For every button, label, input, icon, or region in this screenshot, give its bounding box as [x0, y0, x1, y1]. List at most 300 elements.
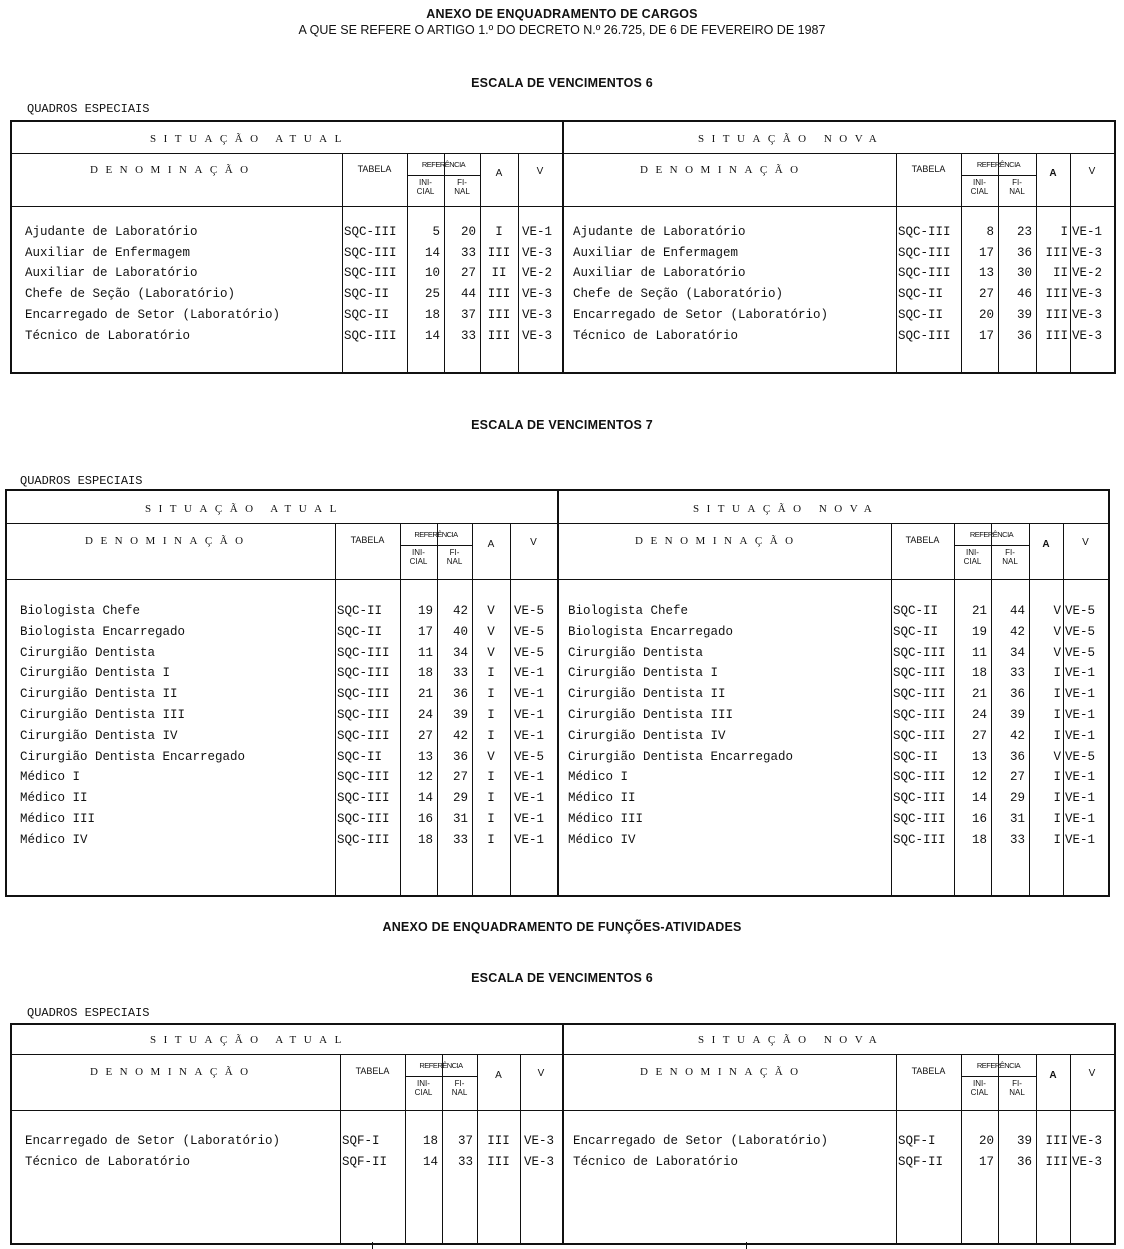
- section-2-table: [5, 489, 1110, 897]
- document-title: ANEXO DE ENQUADRAMENTO DE CARGOS: [426, 7, 698, 21]
- nova-header-tabela: TABELA: [911, 163, 946, 174]
- atual-header-tabela: TABELA: [357, 163, 392, 174]
- table-cell-nova-tabela: SQC-II: [893, 624, 939, 639]
- table-cell-atual-tabela: SQC-III: [337, 708, 390, 722]
- table-cell-nova-a: I: [1053, 708, 1061, 722]
- section-2-quadros-label: QUADROS ESPECIAIS: [20, 474, 143, 488]
- table-cell-nova-v: VE-1: [1065, 832, 1096, 847]
- table-cell-atual-inicial: 12: [417, 770, 433, 785]
- table-cell-nova-denominacao: Médico I: [568, 770, 629, 785]
- table-cell-nova-v: VE-3: [1072, 245, 1103, 260]
- table-cell-atual-denominacao: Técnico de Laboratório: [25, 1155, 191, 1169]
- table-cell-nova-denominacao: Encarregado de Setor (Laboratório): [573, 1134, 829, 1148]
- table-cell-nova-final: 34: [1009, 645, 1025, 660]
- table-cell-atual-v: VE-1: [514, 708, 545, 722]
- table-cell-nova-a: V: [1053, 624, 1061, 639]
- nova-header-denominacao: DENOMINAÇÃO: [640, 163, 806, 176]
- header-bottom-line: [12, 1110, 1114, 1111]
- table-cell-atual-final: 33: [460, 245, 476, 260]
- table-cell-atual-inicial: 13: [417, 749, 433, 764]
- atual-header-a: A: [495, 1070, 502, 1081]
- table-cell-atual-denominacao: Cirurgião Dentista I: [20, 666, 171, 681]
- table-cell-atual-v: VE-1: [514, 791, 545, 806]
- table-cell-atual-denominacao: Encarregado de Setor (Laboratório): [25, 307, 281, 322]
- atual-header-denominacao: DENOMINAÇÃO: [90, 163, 256, 176]
- table-cell-nova-inicial: 19: [971, 624, 987, 639]
- table-cell-nova-a: V: [1053, 749, 1061, 764]
- table-cell-atual-tabela: SQC-III: [337, 770, 390, 785]
- table-cell-nova-a: I: [1053, 666, 1061, 681]
- table-cell-nova-inicial: 16: [971, 812, 987, 826]
- table-cell-atual-v: VE-5: [514, 604, 545, 618]
- table-cell-atual-tabela: SQC-III: [344, 245, 397, 260]
- column-divider: [896, 1054, 897, 1243]
- table-cell-nova-final: 23: [1016, 225, 1032, 239]
- table-cell-nova-a: III: [1045, 287, 1068, 302]
- table-cell-atual-inicial: 16: [417, 812, 433, 826]
- table-cell-nova-a: I: [1053, 728, 1061, 743]
- table-cell-nova-tabela: SQC-III: [898, 328, 951, 343]
- table-cell-nova-v: VE-3: [1072, 1134, 1103, 1148]
- nova-header-v: V: [1088, 1068, 1096, 1079]
- table-cell-atual-v: VE-3: [524, 1155, 555, 1169]
- table-cell-atual-denominacao: Cirurgião Dentista III: [20, 708, 186, 722]
- table-cell-atual-tabela: SQF-II: [342, 1155, 388, 1169]
- table-cell-atual-tabela: SQC-III: [344, 225, 397, 239]
- table-cell-atual-final: 27: [460, 266, 476, 281]
- table-cell-atual-tabela: SQC-III: [337, 791, 390, 806]
- table-cell-nova-tabela: SQC-II: [893, 604, 939, 618]
- table-cell-nova-inicial: 14: [971, 791, 987, 806]
- table-cell-atual-v: VE-1: [514, 728, 545, 743]
- column-divider: [340, 1054, 341, 1243]
- table-cell-nova-tabela: SQC-II: [898, 287, 944, 302]
- table-cell-nova-a: I: [1053, 791, 1061, 806]
- atual-header-tabela: TABELA: [355, 1066, 390, 1076]
- atual-header-a: A: [495, 167, 503, 179]
- table-cell-nova-final: 31: [1009, 812, 1025, 826]
- table-cell-atual-denominacao: Médico II: [20, 791, 88, 806]
- table-cell-nova-final: 39: [1016, 1134, 1032, 1148]
- column-divider: [1036, 1054, 1037, 1243]
- nova-header-v: V: [1082, 537, 1089, 548]
- margin-tick: [372, 1242, 373, 1249]
- table-cell-nova-denominacao: Cirurgião Dentista IV: [568, 728, 726, 743]
- table-cell-nova-a: I: [1053, 812, 1061, 826]
- atual-header-referencia: REFERÊNCIA: [414, 530, 458, 539]
- table-cell-atual-inicial: 25: [424, 287, 440, 302]
- table-cell-nova-tabela: SQC-III: [893, 728, 946, 743]
- table-cell-atual-final: 33: [460, 328, 476, 343]
- table-cell-atual-inicial: 27: [417, 728, 433, 743]
- table-cell-atual-a: III: [487, 245, 511, 260]
- nova-header-referencia: REFERÊNCIA: [976, 160, 1021, 169]
- nova-header-final: FI- NAL: [1009, 178, 1025, 196]
- table-cell-atual-a: III: [487, 307, 511, 322]
- table-cell-atual-final: 27: [452, 770, 468, 785]
- table-cell-atual-final: 33: [452, 832, 468, 847]
- table-cell-nova-inicial: 21: [971, 687, 987, 702]
- table-cell-atual-final: 29: [452, 791, 468, 806]
- table-cell-nova-a: III: [1045, 245, 1068, 260]
- table-cell-nova-inicial: 13: [978, 266, 994, 281]
- table-cell-nova-tabela: SQC-III: [893, 832, 946, 847]
- table-cell-nova-inicial: 8: [986, 225, 994, 239]
- table-cell-nova-v: VE-1: [1065, 708, 1096, 722]
- table-cell-nova-inicial: 11: [971, 645, 987, 660]
- annex-2-title: ANEXO DE ENQUADRAMENTO DE FUNÇÕES-ATIVIDADES: [382, 920, 742, 934]
- table-cell-nova-denominacao: Técnico de Laboratório: [573, 1155, 739, 1169]
- table-cell-atual-a: I: [487, 666, 495, 681]
- table-cell-atual-v: VE-3: [522, 287, 553, 302]
- header-divider: [7, 523, 1108, 524]
- table-cell-atual-a: I: [495, 225, 503, 239]
- table-cell-nova-tabela: SQC-III: [893, 666, 946, 681]
- section-3-quadros-label: QUADROS ESPECIAIS: [27, 1006, 150, 1020]
- table-cell-atual-inicial: 18: [422, 1134, 438, 1148]
- table-cell-nova-inicial: 27: [971, 728, 987, 743]
- header-situacao-nova: SITUAÇÃO NOVA: [693, 503, 880, 515]
- table-cell-atual-tabela: SQC-III: [337, 812, 390, 826]
- table-cell-nova-v: VE-1: [1072, 225, 1103, 239]
- table-cell-nova-v: VE-5: [1065, 749, 1096, 764]
- table-center-divider: [557, 491, 559, 895]
- table-cell-atual-inicial: 21: [417, 687, 433, 702]
- column-divider: [342, 153, 343, 372]
- table-cell-atual-v: VE-1: [514, 666, 545, 681]
- table-cell-nova-final: 42: [1009, 728, 1025, 743]
- table-cell-nova-denominacao: Biologista Encarregado: [568, 624, 734, 639]
- table-cell-atual-a: V: [487, 645, 495, 660]
- table-cell-atual-inicial: 14: [422, 1155, 438, 1169]
- nova-header-inicial: INI- CIAL: [970, 178, 989, 196]
- nova-header-final: FI- NAL: [1002, 548, 1018, 566]
- table-center-divider: [562, 122, 564, 372]
- table-cell-atual-denominacao: Auxiliar de Enfermagem: [25, 245, 191, 260]
- table-cell-nova-v: VE-3: [1072, 1155, 1103, 1169]
- table-cell-nova-a: V: [1053, 604, 1061, 618]
- table-cell-atual-inicial: 11: [417, 645, 433, 660]
- table-cell-nova-tabela: SQC-II: [893, 749, 939, 764]
- column-divider: [520, 1054, 521, 1243]
- table-cell-nova-denominacao: Auxiliar de Enfermagem: [573, 245, 739, 260]
- table-cell-atual-denominacao: Médico IV: [20, 832, 88, 847]
- table-cell-atual-tabela: SQC-II: [337, 749, 383, 764]
- table-cell-atual-final: 36: [452, 749, 468, 764]
- table-cell-atual-a: I: [487, 791, 495, 806]
- table-cell-atual-inicial: 19: [417, 604, 433, 618]
- table-cell-atual-a: I: [487, 832, 495, 847]
- table-cell-nova-tabela: SQC-III: [893, 708, 946, 722]
- table-cell-atual-denominacao: Cirurgião Dentista IV: [20, 728, 178, 743]
- table-cell-atual-denominacao: Biologista Chefe: [20, 604, 141, 618]
- table-cell-nova-inicial: 12: [971, 770, 987, 785]
- table-cell-nova-v: VE-5: [1065, 624, 1096, 639]
- header-situacao-atual: SITUAÇÃO ATUAL: [145, 503, 344, 515]
- table-cell-atual-v: VE-3: [522, 328, 553, 343]
- table-cell-atual-inicial: 17: [417, 624, 433, 639]
- table-cell-nova-tabela: SQC-III: [893, 645, 946, 660]
- table-cell-atual-denominacao: Encarregado de Setor (Laboratório): [25, 1134, 281, 1148]
- header-divider: [12, 1054, 1114, 1055]
- table-cell-nova-inicial: 20: [978, 1134, 994, 1148]
- table-cell-atual-denominacao: Ajudante de Laboratório: [25, 225, 198, 239]
- table-cell-nova-final: 36: [1009, 687, 1025, 702]
- table-cell-nova-v: VE-1: [1065, 728, 1096, 743]
- atual-header-final: FI- NAL: [446, 548, 463, 566]
- table-cell-atual-tabela: SQC-II: [337, 604, 383, 618]
- header-situacao-atual: SITUAÇÃO ATUAL: [150, 133, 349, 145]
- atual-header-v: V: [536, 165, 544, 177]
- column-divider: [518, 153, 519, 372]
- table-cell-atual-final: 31: [452, 812, 468, 826]
- table-cell-nova-inicial: 18: [971, 832, 987, 847]
- table-cell-nova-v: VE-3: [1072, 307, 1103, 322]
- table-cell-nova-final: 33: [1009, 666, 1025, 681]
- table-cell-nova-tabela: SQC-III: [893, 791, 946, 806]
- table-cell-atual-denominacao: Biologista Encarregado: [20, 624, 186, 639]
- referencia-divider: [400, 545, 472, 546]
- atual-header-a: A: [487, 539, 495, 550]
- atual-header-tabela: TABELA: [350, 535, 385, 545]
- table-cell-atual-v: VE-1: [514, 812, 545, 826]
- table-cell-nova-inicial: 17: [978, 328, 994, 343]
- atual-header-referencia: REFERÊNCIA: [419, 1061, 463, 1070]
- table-cell-atual-inicial: 18: [417, 832, 433, 847]
- table-cell-atual-a: I: [487, 708, 495, 722]
- nova-header-a: A: [1042, 539, 1050, 550]
- table-cell-nova-a: II: [1052, 266, 1068, 281]
- section-1-quadros-label: QUADROS ESPECIAIS: [27, 102, 150, 116]
- table-cell-atual-a: I: [487, 687, 495, 702]
- section-3-title: ESCALA DE VENCIMENTOS 6: [471, 971, 653, 985]
- table-cell-atual-v: VE-1: [514, 687, 545, 702]
- table-cell-nova-a: V: [1053, 645, 1061, 660]
- table-cell-atual-tabela: SQF-I: [342, 1134, 380, 1148]
- table-cell-atual-final: 36: [452, 687, 468, 702]
- table-cell-nova-tabela: SQC-III: [893, 770, 946, 785]
- table-cell-atual-final: 39: [452, 708, 468, 722]
- table-cell-nova-tabela: SQC-III: [898, 225, 951, 239]
- table-cell-atual-denominacao: Cirurgião Dentista Encarregado: [20, 749, 246, 764]
- table-cell-nova-a: III: [1045, 1134, 1068, 1148]
- table-cell-nova-a: I: [1060, 225, 1068, 239]
- atual-header-inicial: INI- CIAL: [414, 1079, 433, 1097]
- table-cell-atual-final: 44: [460, 287, 476, 302]
- table-cell-nova-v: VE-2: [1072, 266, 1103, 281]
- nova-header-inicial: INI- CIAL: [970, 1079, 989, 1097]
- table-cell-nova-denominacao: Cirurgião Dentista II: [568, 687, 726, 702]
- header-situacao-nova: SITUAÇÃO NOVA: [698, 1034, 885, 1046]
- table-cell-nova-v: VE-3: [1072, 287, 1103, 302]
- table-cell-atual-denominacao: Chefe de Seção (Laboratório): [25, 287, 236, 302]
- table-cell-nova-tabela: SQC-III: [893, 687, 946, 702]
- table-cell-atual-v: VE-3: [524, 1134, 555, 1148]
- table-cell-atual-tabela: SQC-III: [337, 645, 390, 660]
- table-cell-atual-tabela: SQC-II: [337, 624, 383, 639]
- nova-header-denominacao: DENOMINAÇÃO: [640, 1066, 806, 1078]
- referencia-divider: [961, 175, 1036, 176]
- nova-header-a: A: [1049, 167, 1057, 179]
- table-cell-nova-v: VE-3: [1072, 328, 1103, 343]
- table-cell-nova-final: 42: [1009, 624, 1025, 639]
- table-cell-atual-inicial: 10: [424, 266, 440, 281]
- table-cell-atual-tabela: SQC-II: [344, 287, 390, 302]
- header-bottom-line: [12, 206, 1114, 207]
- referencia-divider: [405, 1076, 477, 1077]
- table-cell-atual-denominacao: Auxiliar de Laboratório: [25, 266, 198, 281]
- table-cell-nova-tabela: SQF-I: [898, 1134, 936, 1148]
- table-cell-nova-denominacao: Cirurgião Dentista I: [568, 666, 719, 681]
- table-cell-atual-final: 33: [457, 1155, 473, 1169]
- table-cell-atual-a: II: [491, 266, 507, 281]
- table-cell-nova-denominacao: Médico IV: [568, 832, 636, 847]
- table-cell-atual-a: I: [487, 728, 495, 743]
- table-cell-nova-tabela: SQC-III: [898, 245, 951, 260]
- header-situacao-nova: SITUAÇÃO NOVA: [698, 133, 885, 145]
- table-cell-nova-a: I: [1053, 770, 1061, 785]
- nova-header-v: V: [1088, 165, 1096, 177]
- table-cell-atual-a: V: [487, 624, 495, 639]
- section-3-table: [10, 1023, 1116, 1245]
- column-divider: [896, 153, 897, 372]
- table-cell-atual-denominacao: Cirurgião Dentista: [20, 645, 156, 660]
- header-bottom-line: [7, 579, 1108, 580]
- table-cell-nova-denominacao: Cirurgião Dentista: [568, 645, 704, 660]
- table-cell-nova-inicial: 21: [971, 604, 987, 618]
- atual-header-v: V: [530, 537, 537, 548]
- table-cell-nova-v: VE-1: [1065, 791, 1096, 806]
- table-cell-nova-denominacao: Ajudante de Laboratório: [573, 225, 746, 239]
- nova-header-a: A: [1049, 1070, 1057, 1081]
- nova-header-final: FI- NAL: [1009, 1079, 1025, 1097]
- atual-header-denominacao: DENOMINAÇÃO: [90, 1066, 256, 1078]
- table-cell-nova-final: 27: [1009, 770, 1025, 785]
- document-subtitle: A QUE SE REFERE O ARTIGO 1.º DO DECRETO N.º 26.725, DE 6 DE FEVEREIRO DE 1987: [298, 23, 826, 37]
- nova-header-inicial: INI- CIAL: [963, 548, 982, 566]
- table-cell-nova-inicial: 17: [978, 245, 994, 260]
- table-cell-atual-inicial: 14: [424, 245, 440, 260]
- nova-header-referencia: REFERÊNCIA: [969, 530, 1014, 539]
- table-cell-nova-final: 39: [1016, 307, 1032, 322]
- table-cell-nova-a: III: [1045, 307, 1068, 322]
- table-cell-nova-final: 44: [1009, 604, 1025, 618]
- table-cell-atual-tabela: SQC-II: [344, 307, 390, 322]
- atual-header-v: V: [537, 1068, 545, 1079]
- table-cell-atual-tabela: SQC-III: [337, 728, 390, 743]
- table-cell-atual-tabela: SQC-III: [337, 666, 390, 681]
- table-cell-atual-v: VE-2: [522, 266, 553, 281]
- header-divider: [12, 153, 1114, 154]
- table-cell-nova-a: I: [1053, 832, 1061, 847]
- nova-header-tabela: TABELA: [911, 1066, 946, 1076]
- table-cell-atual-inicial: 14: [417, 791, 433, 806]
- table-cell-nova-a: III: [1045, 328, 1068, 343]
- table-cell-atual-final: 34: [452, 645, 468, 660]
- table-cell-atual-a: III: [487, 1134, 510, 1148]
- table-cell-atual-final: 20: [460, 225, 476, 239]
- table-cell-atual-final: 33: [452, 666, 468, 681]
- column-divider: [1070, 1054, 1071, 1243]
- table-cell-nova-denominacao: Cirurgião Dentista Encarregado: [568, 749, 794, 764]
- table-cell-nova-v: VE-5: [1065, 645, 1096, 660]
- column-divider: [1070, 153, 1071, 372]
- atual-header-final: FI- NAL: [454, 178, 470, 196]
- column-divider: [477, 1054, 478, 1243]
- table-cell-atual-inicial: 24: [417, 708, 433, 722]
- atual-header-final: FI- NAL: [451, 1079, 468, 1097]
- section-2-title: ESCALA DE VENCIMENTOS 7: [471, 418, 653, 432]
- table-cell-nova-inicial: 24: [971, 708, 987, 722]
- table-center-divider: [562, 1025, 564, 1243]
- table-cell-atual-tabela: SQC-III: [344, 266, 397, 281]
- table-cell-nova-a: I: [1053, 687, 1061, 702]
- table-cell-nova-denominacao: Chefe de Seção (Laboratório): [573, 287, 784, 302]
- table-cell-nova-denominacao: Auxiliar de Laboratório: [573, 266, 746, 281]
- table-cell-atual-denominacao: Técnico de Laboratório: [25, 328, 191, 343]
- table-cell-nova-final: 33: [1009, 832, 1025, 847]
- table-cell-atual-a: III: [487, 287, 511, 302]
- atual-header-referencia: REFERÊNCIA: [421, 160, 466, 169]
- table-cell-atual-v: VE-5: [514, 749, 545, 764]
- table-cell-atual-tabela: SQC-III: [344, 328, 397, 343]
- nova-header-tabela: TABELA: [905, 535, 940, 545]
- table-cell-nova-inicial: 13: [971, 749, 987, 764]
- table-cell-atual-v: VE-3: [522, 307, 553, 322]
- table-cell-atual-denominacao: Médico III: [20, 812, 96, 826]
- table-cell-atual-final: 40: [452, 624, 468, 639]
- table-cell-nova-v: VE-1: [1065, 812, 1096, 826]
- header-situacao-atual: SITUAÇÃO ATUAL: [150, 1034, 349, 1046]
- table-cell-nova-inicial: 20: [978, 307, 994, 322]
- atual-header-inicial: INI- CIAL: [409, 548, 428, 566]
- table-cell-atual-final: 37: [457, 1134, 473, 1148]
- table-cell-atual-v: VE-1: [522, 225, 553, 239]
- table-cell-nova-inicial: 18: [971, 666, 987, 681]
- table-cell-atual-a: I: [487, 770, 495, 785]
- table-cell-nova-v: VE-1: [1065, 687, 1096, 702]
- table-cell-nova-v: VE-1: [1065, 770, 1096, 785]
- nova-header-referencia: REFERÊNCIA: [976, 1061, 1021, 1070]
- referencia-divider: [407, 175, 480, 176]
- table-cell-atual-a: V: [487, 749, 495, 764]
- table-cell-atual-v: VE-1: [514, 832, 545, 847]
- table-cell-atual-tabela: SQC-III: [337, 832, 390, 847]
- table-cell-nova-inicial: 17: [978, 1155, 994, 1169]
- table-cell-atual-final: 42: [452, 604, 468, 618]
- table-cell-nova-denominacao: Técnico de Laboratório: [573, 328, 739, 343]
- table-cell-nova-final: 29: [1009, 791, 1025, 806]
- table-cell-nova-final: 36: [1016, 245, 1032, 260]
- referencia-divider: [961, 1076, 1036, 1077]
- table-cell-atual-a: III: [487, 1155, 510, 1169]
- table-cell-nova-v: VE-5: [1065, 604, 1096, 618]
- table-cell-atual-a: III: [487, 328, 511, 343]
- table-cell-atual-denominacao: Cirurgião Dentista II: [20, 687, 178, 702]
- atual-header-denominacao: DENOMINAÇÃO: [85, 535, 251, 547]
- nova-header-denominacao: DENOMINAÇÃO: [635, 535, 801, 547]
- table-cell-atual-v: VE-5: [514, 624, 545, 639]
- table-cell-nova-tabela: SQF-II: [898, 1155, 944, 1169]
- table-cell-atual-denominacao: Médico I: [20, 770, 81, 785]
- table-cell-atual-v: VE-3: [522, 245, 553, 260]
- table-cell-atual-v: VE-5: [514, 645, 545, 660]
- table-cell-atual-inicial: 18: [417, 666, 433, 681]
- table-cell-atual-inicial: 5: [432, 225, 440, 239]
- table-cell-nova-denominacao: Médico III: [568, 812, 644, 826]
- table-cell-nova-a: III: [1045, 1155, 1068, 1169]
- atual-header-inicial: INI- CIAL: [416, 178, 435, 196]
